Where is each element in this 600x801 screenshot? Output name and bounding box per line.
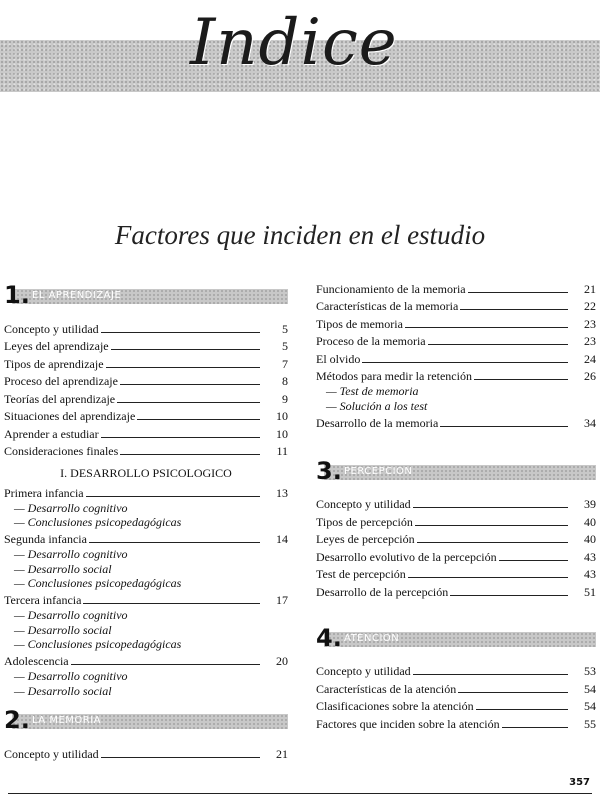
toc-entry-page: 14 — [276, 532, 288, 546]
toc-entry-page: 43 — [584, 549, 596, 564]
toc-entry-title: Proceso de la memoria — [316, 334, 426, 348]
toc-entry-page: 11 — [276, 444, 288, 458]
leader-line — [450, 595, 568, 596]
toc-entry-page: 40 — [584, 514, 596, 529]
leader-line — [413, 674, 568, 675]
right-column — [316, 279, 596, 732]
leader-line — [101, 437, 260, 438]
leader-line — [111, 349, 260, 350]
toc-entry-page: 10 — [276, 426, 288, 441]
leader-line — [362, 362, 568, 363]
toc-entry — [316, 349, 596, 367]
leader-line — [474, 379, 568, 380]
toc-entry-page: 23 — [584, 334, 596, 348]
leader-line — [89, 542, 260, 543]
section-number: 4. — [316, 623, 342, 652]
toc-entry — [4, 354, 288, 372]
section-label: ATENCION — [344, 632, 400, 644]
leader-line — [415, 525, 568, 526]
toc-entry-page: 39 — [584, 497, 596, 511]
toc-subentry: — Desarrollo cognitivo — [14, 608, 128, 622]
leader-line — [460, 309, 568, 310]
section-1-heading — [4, 283, 288, 309]
toc-entry — [316, 512, 596, 530]
section-number: 2. — [4, 706, 30, 734]
toc-entry — [4, 337, 288, 355]
toc-entry — [316, 413, 596, 431]
part-heading: I. DESARROLLO PSICOLOGICO — [60, 466, 232, 480]
toc-entry-page: 20 — [276, 654, 288, 668]
page-number: 357 — [569, 777, 590, 788]
toc-entry — [4, 319, 288, 337]
toc-entry-page: 5 — [282, 339, 288, 353]
toc-entry — [4, 407, 288, 425]
toc-entry-title: Funcionamiento de la memoria — [316, 281, 466, 296]
toc-subentry: — Conclusiones psicopedagógicas — [14, 515, 182, 529]
toc-entry-page: 23 — [584, 316, 596, 331]
toc-entry-title: Concepto y utilidad — [316, 664, 411, 678]
toc-subentry: — Desarrollo social — [14, 561, 112, 576]
toc-entry-title: Leyes de percepción — [316, 532, 415, 546]
toc-entry — [4, 442, 288, 460]
toc-entry — [4, 591, 288, 609]
section-1-entries — [4, 319, 288, 459]
toc-entry-title: Concepto y utilidad — [4, 746, 99, 761]
toc-entry-page: 21 — [276, 746, 288, 761]
toc-entry-page: 54 — [584, 681, 596, 696]
leader-line — [83, 603, 260, 604]
toc-entry-page: 22 — [584, 299, 596, 313]
leader-line — [476, 709, 568, 710]
toc-entry-title: Factores que inciden sobre la atención — [316, 716, 500, 731]
leader-line — [101, 757, 260, 758]
leader-line — [408, 577, 568, 578]
section-3-heading — [316, 456, 596, 485]
toc-subentry: — Conclusiones psicopedagógicas — [14, 637, 182, 651]
toc-entry — [316, 714, 596, 732]
toc-entry-page: 9 — [282, 391, 288, 406]
toc-subentry: — Desarrollo cognitivo — [14, 547, 128, 561]
toc-entry-title: Desarrollo de la memoria — [316, 415, 439, 430]
toc-entry — [316, 530, 596, 548]
section-4-heading — [316, 623, 596, 652]
section-3-entries — [316, 495, 596, 600]
footer-rule — [8, 793, 592, 794]
toc-entry — [4, 424, 288, 442]
leader-line — [413, 507, 568, 508]
toc-entry — [316, 697, 596, 715]
leader-line — [101, 332, 260, 333]
toc-entry-title: El olvido — [316, 351, 361, 366]
leader-line — [137, 419, 260, 420]
toc-entry-title: Proceso del aprendizaje — [4, 374, 118, 388]
toc-entry-page: 24 — [584, 351, 596, 366]
leader-line — [417, 542, 568, 543]
leader-line — [405, 327, 568, 328]
toc-entry-page: 17 — [276, 593, 288, 607]
leader-line — [499, 560, 568, 561]
leader-line — [120, 454, 260, 455]
toc-entry-title: Desarrollo evolutivo de la percepción — [316, 549, 497, 564]
toc-entry-page: 13 — [276, 485, 288, 500]
toc-subentry: — Test de memoria — [326, 384, 419, 398]
leader-line — [468, 292, 568, 293]
toc-entry-title: Adolescencia — [4, 654, 69, 668]
toc-entry — [316, 367, 596, 385]
chapter-subtitle: Factores que inciden en el estudio — [114, 220, 486, 250]
toc-entry-page: 53 — [584, 664, 596, 678]
section-label: LA MEMORIA — [32, 715, 102, 726]
leader-line — [458, 692, 568, 693]
toc-subentry: — Desarrollo social — [14, 683, 112, 698]
section-number: 1. — [4, 281, 30, 309]
leader-line — [71, 664, 260, 665]
section-label: PERCEPCION — [344, 465, 413, 477]
leader-line — [117, 402, 260, 403]
section-label: EL APRENDIZAJE — [32, 290, 122, 301]
part-1-entries — [4, 483, 288, 698]
toc-entry — [4, 389, 288, 407]
toc-subentry: — Desarrollo social — [14, 622, 112, 637]
toc-entry — [316, 547, 596, 565]
toc-entry-title: Tipos de aprendizaje — [4, 356, 104, 371]
toc-entry-title: Teorías del aprendizaje — [4, 391, 116, 406]
toc-entry-title: Características de la memoria — [316, 299, 459, 313]
page-title: Indice — [190, 6, 398, 80]
toc-entry-page: 8 — [282, 374, 288, 388]
toc-entry — [316, 582, 596, 600]
toc-entry — [316, 279, 596, 297]
toc-entry — [316, 679, 596, 697]
toc-subentry: — Desarrollo cognitivo — [14, 500, 128, 515]
left-column — [4, 283, 288, 762]
toc-entry-title: Clasificaciones sobre la atención — [316, 699, 474, 713]
toc-entry-page: 5 — [282, 321, 288, 336]
toc-entry-page: 40 — [584, 532, 596, 546]
toc-entry-title: Desarrollo de la percepción — [316, 584, 449, 599]
section-number: 3. — [316, 456, 342, 485]
section-2-entries — [4, 744, 288, 762]
toc-subentry: — Solución a los test — [326, 398, 428, 413]
toc-entry-title: Consideraciones finales — [4, 444, 119, 458]
toc-entry-page: 51 — [584, 584, 596, 599]
toc-entry-title: Características de la atención — [316, 681, 457, 696]
leader-line — [502, 727, 568, 728]
leader-line — [428, 344, 568, 345]
toc-entry — [316, 332, 596, 350]
toc-entry — [316, 297, 596, 315]
toc-subentry: — Conclusiones psicopedagógicas — [14, 576, 182, 590]
toc-entry — [4, 530, 288, 548]
toc-entry-title: Situaciones del aprendizaje — [4, 409, 136, 423]
toc-entry-title: Tipos de memoria — [316, 316, 403, 331]
toc-entry-page: 54 — [584, 699, 596, 713]
toc-entry — [4, 652, 288, 670]
toc-entry — [316, 662, 596, 680]
section-2-heading — [4, 708, 288, 734]
leader-line — [440, 426, 568, 427]
toc-entry-title: Tipos de percepción — [316, 514, 413, 529]
toc-entry-page: 7 — [282, 356, 288, 371]
toc-entry-page: 55 — [584, 716, 596, 731]
toc-entry — [4, 483, 288, 501]
leader-line — [120, 384, 260, 385]
toc-entry — [4, 372, 288, 390]
toc-entry-title: Aprender a estudiar — [4, 426, 99, 441]
toc-entry — [316, 495, 596, 513]
toc-entry-page: 34 — [584, 415, 596, 430]
toc-subentry: — Desarrollo cognitivo — [14, 669, 128, 683]
leader-line — [106, 367, 260, 368]
toc-entry-title: Test de percepción — [316, 567, 406, 581]
toc-entry-page: 21 — [584, 281, 596, 296]
toc-entry-title: Métodos para medir la retención — [316, 369, 472, 383]
toc-entry-title: Primera infancia — [4, 485, 84, 500]
toc-entry — [316, 314, 596, 332]
toc-entry — [4, 744, 288, 762]
toc-entry-page: 10 — [276, 409, 288, 423]
toc-entry-title: Concepto y utilidad — [316, 497, 411, 511]
toc-entry-page: 26 — [584, 369, 596, 383]
section-4-entries — [316, 662, 596, 732]
toc-entry-title: Leyes del aprendizaje — [4, 339, 109, 353]
toc-entry-page: 43 — [584, 567, 596, 581]
leader-line — [86, 496, 260, 497]
toc-entry-title: Segunda infancia — [4, 532, 87, 546]
memory-entries — [316, 279, 596, 431]
toc-entry-title: Tercera infancia — [4, 593, 82, 607]
toc-entry-title: Concepto y utilidad — [4, 321, 99, 336]
toc-entry — [316, 565, 596, 583]
